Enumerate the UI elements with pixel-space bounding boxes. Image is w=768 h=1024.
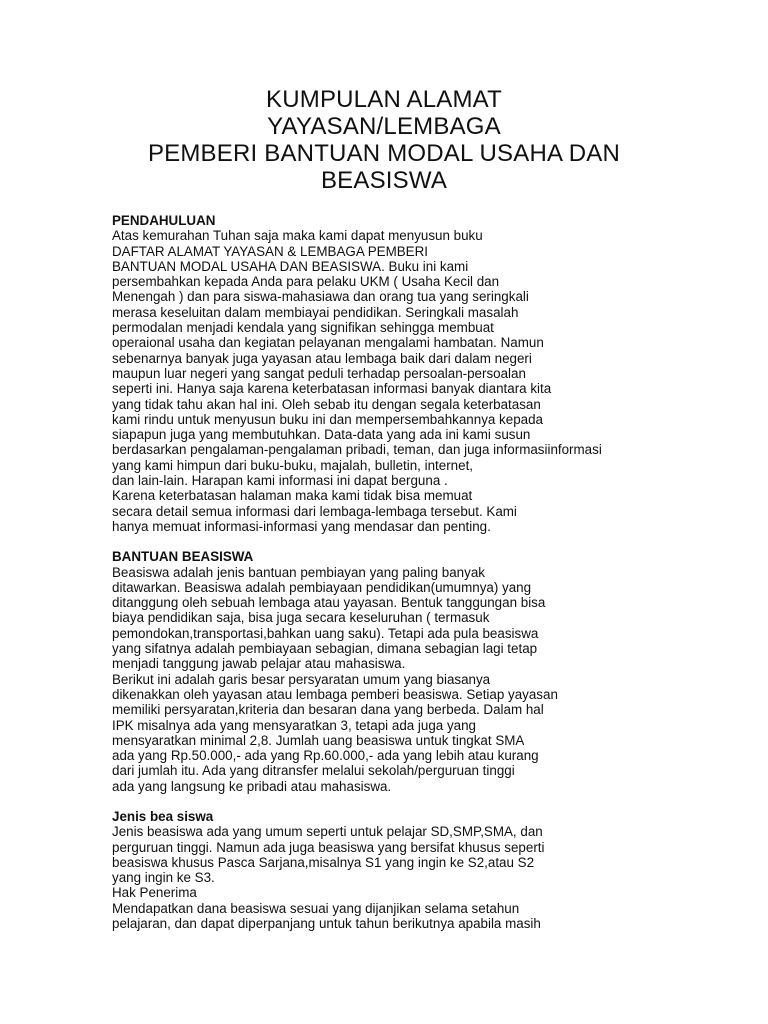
paragraph-line: ada yang langsung ke pribadi atau mahasiswa.: [112, 778, 392, 794]
paragraph-line: Berikut ini adalah garis besar persyaratan umum yang biasanya: [112, 671, 491, 687]
section: [112, 809, 732, 931]
section: [112, 213, 732, 534]
paragraph-line: pemondokan,transportasi,bahkan uang saku). Tetapi ada pula beasiswa: [112, 625, 539, 641]
paragraph-line: kami rindu untuk menyusun buku ini dan mempersembahkannya kepada: [112, 411, 543, 427]
paragraph-line: siapapun juga yang membutuhkan. Data-data yang ada ini kami susun: [112, 427, 531, 443]
title-line: KUMPULAN ALAMAT: [266, 86, 502, 113]
paragraph-line: maupun luar negeri yang sangat peduli terhadap persoalan-persoalan: [112, 365, 526, 381]
paragraph-line: seperti ini. Hanya saja karena keterbatasan informasi banyak diantara kita: [112, 381, 552, 397]
paragraph-line: merasa keseluitan dalam membiayai pendidikan. Seringkali masalah: [112, 304, 519, 320]
document-body: [112, 213, 732, 931]
title-line: PEMBERI BANTUAN MODAL USAHA DAN: [147, 140, 621, 167]
paragraph-line: mensyaratkan minimal 2,8. Jumlah uang beasiswa untuk tingkat SMA: [112, 732, 525, 748]
paragraph-line: Jenis beasiswa ada yang umum seperti untuk pelajar SD,SMP,SMA, dan: [112, 824, 543, 840]
paragraph-line: yang tidak tahu akan hal ini. Oleh sebab itu dengan segala keterbatasan: [112, 396, 541, 412]
section-gap: [112, 534, 732, 549]
paragraph-line: Beasiswa adalah jenis bantuan pembiayan yang paling banyak: [112, 564, 485, 580]
paragraph-line: ditawarkan. Beasiswa adalah pembiayaan pendidikan(umumnya) yang: [112, 579, 532, 595]
paragraph-line: menjadi tanggung jawab pelajar atau mahasiswa.: [112, 656, 406, 672]
paragraph-line: dan lain-lain. Harapan kami informasi ini dapat berguna .: [112, 473, 448, 489]
paragraph-line: DAFTAR ALAMAT YAYASAN & LEMBAGA PEMBERI: [112, 243, 429, 259]
paragraph-line: dikenakkan oleh yayasan atau lembaga pemberi beasiswa. Setiap yayasan: [112, 686, 558, 702]
title-line: YAYASAN/LEMBAGA: [267, 113, 501, 140]
paragraph-line: biaya pendidikan saja, bisa juga secara keseluruhan ( termasuk: [112, 610, 490, 626]
section-heading: BANTUAN BEASISWA: [112, 549, 254, 565]
section-heading: PENDAHULUAN: [112, 213, 216, 228]
paragraph-line: dari jumlah itu. Ada yang ditransfer melalui sekolah/perguruan tinggi: [112, 763, 515, 779]
paragraph-line: Hak Penerima: [112, 885, 197, 901]
paragraph-line: ada yang Rp.50.000,- ada yang Rp.60.000,- ada yang lebih atau kurang: [112, 748, 539, 764]
paragraph-line: Karena keterbatasan halaman maka kami tidak bisa memuat: [112, 488, 473, 504]
title-line: BEASISWA: [320, 167, 448, 194]
paragraph-line: ditanggung oleh sebuah lembaga atau yayasan. Bentuk tanggungan bisa: [112, 595, 546, 611]
paragraph-line: yang ingin ke S3.: [112, 870, 215, 886]
paragraph-line: secara detail semua informasi dari lembaga-lembaga tersebut. Kami: [112, 503, 517, 519]
paragraph-line: Mendapatkan dana beasiswa sesuai yang dijanjikan selama setahun: [112, 900, 520, 916]
paragraph-line: yang sifatnya adalah pembiayaan sebagian, dimana sebagian lagi tetap: [112, 641, 538, 657]
paragraph-line: memiliki persyaratan,kriteria dan besaran dana yang berbeda. Dalam hal: [112, 702, 544, 718]
section-heading: Jenis bea siswa: [112, 808, 214, 824]
paragraph-line: hanya memuat informasi-informasi yang mendasar dan penting.: [112, 518, 491, 534]
document-title: [0, 86, 768, 194]
paragraph-line: operaional usaha dan kegiatan pelayanan mengalami hambatan. Namun: [112, 335, 544, 351]
paragraph-line: berdasarkan pengalaman-pengalaman pribadi, teman, dan juga informasiinformasi: [112, 442, 602, 458]
paragraph-line: persembahkan kepada Anda para pelaku UKM ( Usaha Kecil dan: [112, 274, 500, 290]
paragraph-line: perguruan tinggi. Namun ada juga beasiswa yang bersifat khusus seperti: [112, 839, 545, 855]
section: [112, 549, 732, 794]
paragraph-line: BANTUAN MODAL USAHA DAN BEASISWA. Buku ini kami: [112, 258, 469, 274]
paragraph-line: Menengah ) dan para siswa-mahasiawa dan orang tua yang seringkali: [112, 289, 529, 305]
paragraph-line: pelajaran, dan dapat diperpanjang untuk tahun berikutnya apabila masih: [112, 916, 541, 932]
paragraph-line: sebenarnya banyak juga yayasan atau lembaga baik dari dalam negeri: [112, 350, 532, 366]
paragraph-line: Atas kemurahan Tuhan saja maka kami dapat menyusun buku: [112, 228, 483, 244]
paragraph-line: beasiswa khusus Pasca Sarjana,misalnya S1 yang ingin ke S2,atau S2: [112, 854, 535, 870]
paragraph-line: permodalan menjadi kendala yang signifikan sehingga membuat: [112, 320, 494, 336]
paragraph-line: yang kami himpun dari buku-buku, majalah, bulletin, internet,: [112, 457, 474, 473]
paragraph-line: IPK misalnya ada yang mensyaratkan 3, tetapi ada juga yang: [112, 717, 477, 733]
section-gap: [112, 794, 732, 809]
